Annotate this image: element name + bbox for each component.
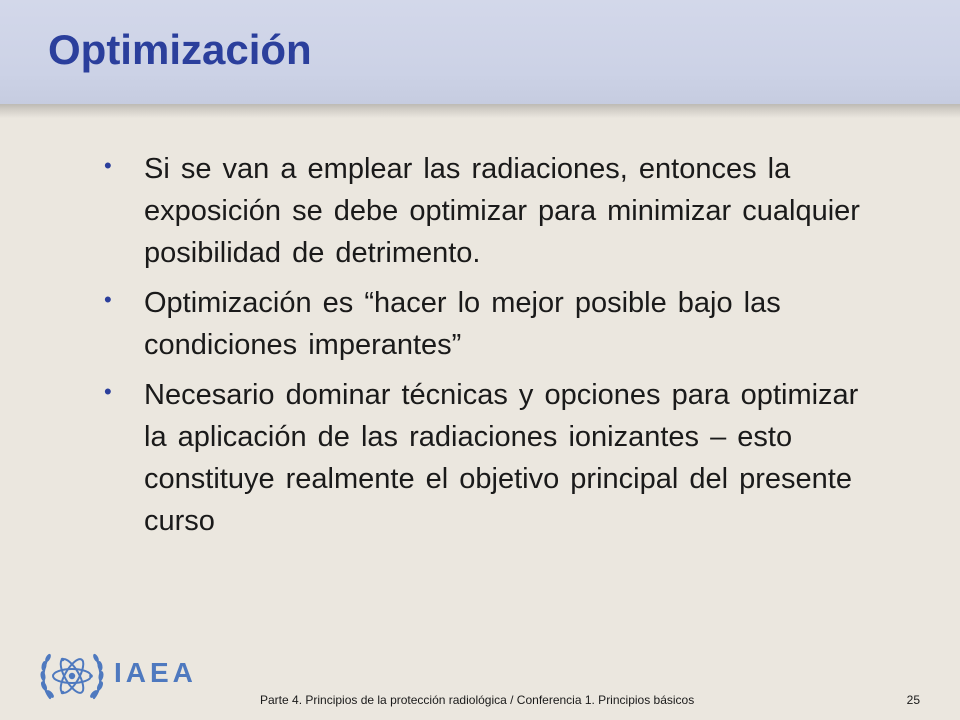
slide-title: Optimización — [48, 26, 312, 73]
bullet-marker: • — [104, 153, 112, 178]
bullet-item-2 — [104, 282, 884, 366]
bullet-item-3 — [104, 374, 884, 542]
bullet-text-3: Necesario dominar técnicas y opciones para optimizar la aplicación de las radiaciones ionizantes – esto constituye realmente el objetivo principal del presente curso — [144, 379, 859, 537]
title-band-shadow — [0, 104, 960, 118]
bullet-marker: • — [104, 287, 112, 312]
page-number: 25 — [906, 693, 920, 707]
slide-footer: Parte 4. Principios de la protección radiológica / Conferencia 1. Principios básicos — [260, 693, 695, 707]
bullet-text-1: Si se van a emplear las radiaciones, entonces la exposición se debe optimizar para minimizar cualquier posibilidad de detrimento. — [144, 153, 860, 269]
iaea-logo-text: IAEA — [114, 657, 197, 688]
iaea-logo — [36, 640, 226, 710]
bullet-item-1 — [104, 148, 884, 274]
bullet-text-2: Optimización es “hacer lo mejor posible bajo las condiciones imperantes” — [144, 287, 781, 361]
bullet-list — [104, 148, 884, 550]
bullet-marker: • — [104, 379, 112, 404]
iaea-emblem-icon — [36, 640, 108, 710]
